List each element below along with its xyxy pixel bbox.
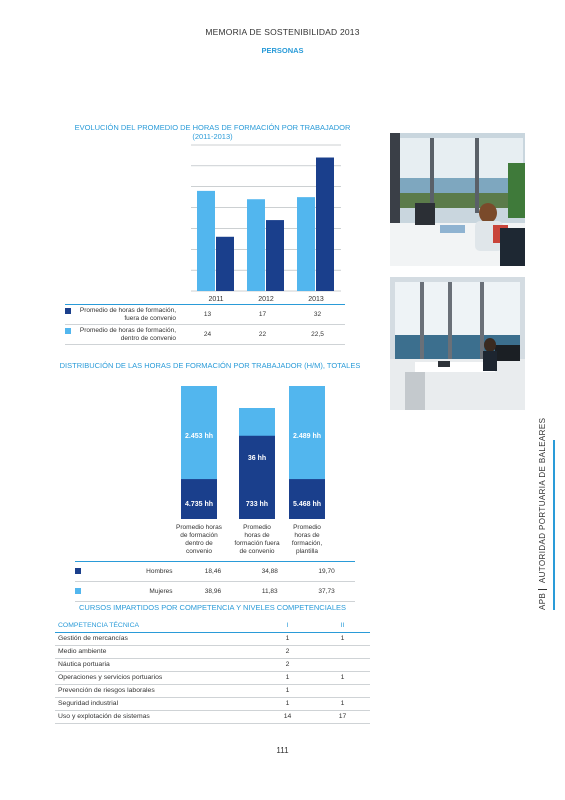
cell: 22,5	[311, 331, 324, 338]
section-title: PERSONAS	[261, 46, 304, 55]
course-count-c1: 1	[260, 697, 315, 710]
col-header-level-2: II	[315, 619, 370, 632]
category-label: horas de	[244, 532, 270, 539]
bar-2011-series-0	[197, 191, 215, 291]
chart1-title-line2: (2011-2013)	[192, 132, 233, 141]
side-abbr: APB	[538, 589, 547, 610]
bar-hombres-0	[181, 479, 217, 519]
table-row	[75, 582, 355, 602]
chart1-title-line1: EVOLUCIÓN DEL PROMEDIO DE HORAS DE FORMACIÓN POR TRABAJADOR	[74, 123, 351, 132]
bar-2013-series-1	[316, 158, 334, 291]
legend-swatch	[75, 568, 81, 574]
bar-2013-series-0	[297, 197, 315, 291]
table-row	[55, 671, 370, 684]
legend-swatch-cell	[75, 562, 95, 582]
chart2-title: DISTRIBUCIÓN DE LAS HORAS DE FORMACIÓN POR TRABAJADOR (H/M), TOTALES	[59, 361, 361, 370]
side-organization-label	[533, 417, 553, 610]
row-label: Hombres	[146, 568, 173, 575]
legend-swatch-cell	[75, 582, 95, 602]
page-number: 111	[276, 746, 289, 755]
course-competence: Náutica portuaria	[55, 658, 260, 671]
data-label-hombres: 5.468 hh	[292, 501, 322, 508]
cell: 13	[203, 311, 212, 318]
category-label: convenio	[185, 548, 213, 555]
category-label: formación,	[291, 540, 323, 547]
course-count-c2	[315, 658, 370, 671]
course-count-c2: 1	[315, 632, 370, 645]
table-row	[55, 645, 370, 658]
table-row	[65, 305, 345, 325]
bar-hombres-2	[289, 479, 325, 519]
x-tick-label: 2011	[208, 296, 224, 303]
cell: 38,96	[204, 588, 222, 595]
category-label: plantilla	[295, 548, 319, 555]
course-competence: Uso y explotación de sistemas	[55, 710, 260, 723]
cell: 19,70	[318, 568, 335, 575]
col-header-level-1: I	[260, 619, 315, 632]
table-header-row	[55, 619, 370, 632]
cell: 22	[258, 331, 267, 338]
category-label: de formación	[180, 532, 218, 539]
cell: 18,46	[204, 568, 222, 575]
category-label: de convenio	[239, 548, 275, 555]
course-count-c1: 2	[260, 645, 315, 658]
row-label-line1: Promedio de horas de formación,	[79, 326, 176, 334]
category-label: horas de	[294, 532, 320, 539]
table-row	[65, 325, 345, 345]
course-count-c1: 1	[260, 684, 315, 697]
course-count-c1: 14	[260, 710, 315, 723]
table-row	[55, 658, 370, 671]
side-text	[533, 417, 553, 610]
category-label: dentro de	[185, 540, 213, 547]
cell: 24	[203, 331, 212, 338]
cell: 34,88	[261, 568, 278, 575]
course-count-c2: 17	[315, 710, 370, 723]
cell: 11,83	[261, 588, 278, 595]
category-label: Promedio	[243, 524, 271, 531]
document-title: MEMORIA DE SOSTENIBILIDAD 2013	[205, 27, 360, 37]
course-competence: Medio ambiente	[55, 645, 260, 658]
chart1-bar-chart	[65, 135, 355, 305]
chart2-stacked-bar-chart	[65, 380, 355, 565]
course-competence: Operaciones y servicios portuarios	[55, 671, 260, 684]
data-label-hombres: 4.735 hh	[184, 501, 214, 508]
data-label-hombres: 733 hh	[245, 501, 269, 508]
course-count-c1: 2	[260, 658, 315, 671]
table-row	[55, 684, 370, 697]
row-label-line2: fuera de convenio	[124, 314, 176, 322]
course-count-c1: 1	[260, 632, 315, 645]
chart1-data-table	[65, 304, 345, 345]
course-competence: Gestión de mercancías	[55, 632, 260, 645]
data-label-mujeres: 2.489 hh	[292, 433, 322, 440]
data-label-mujeres: 2.453 hh	[184, 433, 214, 440]
table-row	[55, 632, 370, 645]
bar-2012-series-1	[266, 220, 284, 291]
x-tick-label: 2013	[308, 296, 324, 303]
cell: 37,73	[318, 588, 335, 595]
row-label	[65, 325, 180, 345]
category-label: formación fuera	[234, 540, 280, 547]
x-tick-label: 2012	[258, 296, 274, 303]
cell: 32	[313, 311, 322, 318]
category-label: Promedio horas	[176, 524, 222, 531]
row-label-line2: dentro de convenio	[120, 334, 176, 342]
course-count-c1: 1	[260, 671, 315, 684]
row-label	[65, 305, 180, 325]
course-count-c2: 1	[315, 671, 370, 684]
course-count-c2	[315, 684, 370, 697]
course-competence: Seguridad industrial	[55, 697, 260, 710]
col-header-competencia: COMPETENCIA TÉCNICA	[55, 619, 260, 632]
legend-swatch	[75, 588, 81, 594]
row-label-line1: Promedio de horas de formación,	[79, 306, 176, 314]
course-competence: Prevención de riesgos laborales	[55, 684, 260, 697]
side-accent-bar	[553, 440, 555, 610]
table-row	[55, 697, 370, 710]
office-photo-2	[390, 277, 525, 410]
course-count-c2: 1	[315, 697, 370, 710]
category-label: Promedio	[293, 524, 321, 531]
courses-title: CURSOS IMPARTIDOS POR COMPETENCIA Y NIVELES COMPETENCIALES	[78, 603, 346, 612]
row-label: Mujeres	[149, 588, 173, 595]
legend-swatch	[65, 328, 71, 334]
courses-table	[55, 619, 370, 724]
side-name: AUTORIDAD PORTUARIA DE BALEARES	[538, 417, 547, 584]
bar-2011-series-1	[216, 237, 234, 291]
chart2-data-table	[75, 561, 355, 602]
office-photo-1	[390, 133, 525, 266]
table-row	[55, 710, 370, 723]
course-count-c2	[315, 645, 370, 658]
bar-2012-series-0	[247, 199, 265, 291]
data-label-mujeres: 36 hh	[247, 455, 267, 462]
cell: 17	[258, 311, 267, 318]
legend-swatch	[65, 308, 71, 314]
table-row	[75, 562, 355, 582]
